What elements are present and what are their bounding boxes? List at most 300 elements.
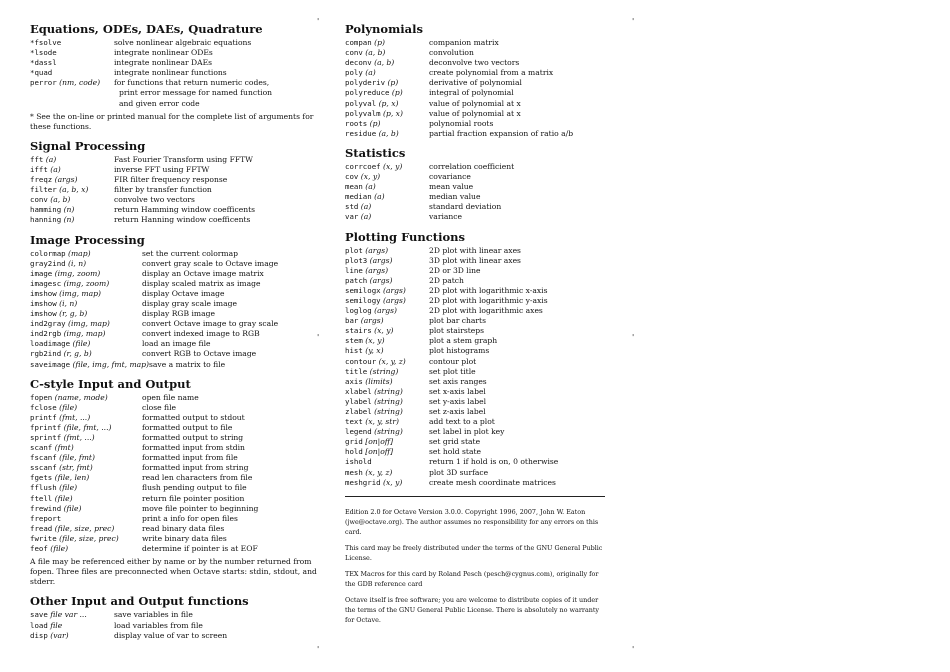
command-description: integral of polynomial — [429, 88, 514, 98]
command-row — [345, 246, 610, 256]
command-signature — [30, 453, 142, 463]
command-description: for functions that return numeric codes, — [114, 78, 270, 88]
command-args: (r, g, b) — [56, 309, 88, 319]
command-name: *dassl — [30, 58, 57, 68]
command-row — [345, 58, 610, 68]
command-name: loadimage — [30, 339, 71, 349]
command-args: (a) — [43, 154, 57, 164]
command-description: solve nonlinear algebraic equations — [114, 38, 252, 47]
command-args: (img, map) — [65, 319, 110, 329]
command-args: (a) — [358, 202, 372, 212]
command-row — [30, 155, 320, 165]
command-row — [30, 339, 320, 349]
command-args: (file, fmt, ...) — [61, 422, 112, 432]
command-name: grid — [345, 437, 363, 447]
command-row — [30, 473, 320, 483]
command-args: (p, x) — [376, 98, 399, 108]
command-row — [30, 463, 320, 473]
command-args: (file, img, fmt, map) — [70, 359, 149, 369]
command-row — [30, 631, 320, 641]
command-args: (a) — [362, 68, 376, 78]
command-description: 2D plot with logarithmic x-axis — [429, 285, 548, 295]
command-name: sprintf — [30, 433, 62, 442]
command-description: derivative of polynomial — [429, 78, 522, 88]
command-description: print a info for open files — [142, 513, 238, 523]
command-name: fopen — [30, 392, 53, 402]
command-description: load variables from file — [114, 620, 203, 630]
command-args: (a) — [362, 182, 376, 192]
command-name: roots — [345, 118, 368, 128]
command-signature — [345, 172, 429, 182]
command-description: set x-axis label — [429, 386, 486, 396]
command-signature — [345, 306, 429, 316]
footer-warranty: Octave itself is free software; you are welcome to distribute copies of it under the terms of the GNU General Public License. There is absolutely no warranty for Octave. — [345, 595, 600, 624]
command-row — [345, 326, 610, 336]
command-description: integrate nonlinear ODEs — [114, 48, 213, 58]
command-name: meshgrid — [345, 477, 381, 487]
command-args: (a, b) — [362, 48, 386, 58]
command-description: 2D plot with linear axes — [429, 245, 521, 255]
command-row — [30, 99, 320, 109]
command-row — [345, 266, 610, 276]
command-name: compan — [345, 38, 372, 47]
command-description: flush pending output to file — [142, 483, 247, 493]
command-name: line — [345, 265, 363, 275]
command-signature — [345, 246, 429, 256]
command-args: (string) — [367, 366, 399, 376]
footer-license: This card may be freely distributed under the terms of the GNU General Public License. — [345, 543, 603, 562]
command-row — [30, 68, 320, 78]
command-signature — [345, 447, 429, 457]
command-signature — [345, 88, 429, 98]
command-args: (i, n) — [56, 298, 78, 308]
command-description: formatted input from string — [142, 463, 249, 473]
command-args: (file) — [47, 544, 69, 554]
command-name: fclose — [30, 402, 57, 412]
command-name: ind2rgb — [30, 329, 62, 339]
command-signature — [345, 162, 429, 172]
command-description: move file pointer to beginning — [142, 503, 259, 513]
command-row — [30, 524, 320, 534]
command-row — [30, 453, 320, 463]
command-description: set hold state — [429, 447, 482, 457]
command-name: conv — [345, 48, 363, 58]
command-name: *fsolve — [30, 38, 62, 47]
command-row — [30, 319, 320, 329]
command-name: frewind — [30, 503, 62, 513]
command-name: ind2gray — [30, 319, 66, 329]
command-description: partial fraction expansion of ratio a/b — [429, 128, 574, 138]
command-args: (p) — [367, 118, 381, 128]
command-signature — [345, 417, 429, 427]
command-args: (name, mode) — [52, 392, 108, 402]
command-row — [30, 299, 320, 309]
right-column — [345, 22, 610, 631]
command-name: hamming — [30, 205, 62, 215]
command-args: (n) — [61, 215, 75, 225]
command-name: freport — [30, 513, 62, 523]
command-name: saveimage — [30, 359, 71, 369]
command-args: (i, n) — [65, 258, 87, 268]
command-name: fprintf — [30, 422, 62, 432]
command-name: bar — [345, 316, 359, 326]
command-name: axis — [345, 376, 363, 386]
command-args: (args) — [371, 306, 397, 316]
command-description: deconvolve two vectors — [429, 58, 520, 68]
command-row — [30, 403, 320, 413]
command-row — [345, 119, 610, 129]
command-args: (file, len) — [52, 473, 90, 483]
command-description: return Hanning window coefficents — [114, 215, 251, 225]
command-signature — [30, 403, 142, 413]
command-signature — [30, 259, 142, 269]
command-name: freqz — [30, 175, 53, 185]
command-signature — [30, 360, 149, 370]
command-args: (img, zoom) — [61, 278, 110, 288]
command-row — [30, 175, 320, 185]
command-name: hanning — [30, 215, 62, 225]
command-name: fflush — [30, 483, 57, 493]
command-signature — [30, 175, 114, 185]
command-signature — [345, 457, 429, 467]
command-args: (fmt) — [52, 443, 74, 453]
command-row — [345, 387, 610, 397]
command-row — [30, 621, 320, 631]
command-args: (a, b) — [371, 58, 395, 68]
command-row — [30, 279, 320, 289]
command-description: create mesh coordinate matrices — [429, 477, 556, 487]
command-row — [345, 88, 610, 98]
command-args: (string) — [371, 407, 403, 416]
command-description: display RGB image — [142, 309, 215, 319]
command-row — [30, 504, 320, 514]
command-description: return 1 if hold is on, 0 otherwise — [429, 457, 559, 467]
command-args: (args) — [52, 175, 78, 185]
right-sections — [345, 22, 610, 488]
command-name: semilogx — [345, 285, 381, 295]
command-signature — [345, 397, 429, 407]
command-name: ftell — [30, 493, 53, 503]
command-row — [30, 610, 320, 620]
command-name: save — [30, 610, 48, 620]
command-description: set grid state — [429, 437, 481, 447]
command-row — [30, 483, 320, 493]
command-row — [345, 78, 610, 88]
command-args: (a) — [371, 192, 385, 202]
command-name: semilogy — [345, 295, 381, 305]
footer-tex-credit: TEX Macros for this card by Roland Pesch (pesch@cygnus.com), originally for the GDB reference card — [345, 569, 599, 588]
command-signature — [345, 468, 429, 478]
command-signature — [345, 377, 429, 387]
command-signature — [30, 473, 142, 483]
command-name: ylabel — [345, 396, 372, 406]
command-signature — [345, 256, 429, 266]
command-description: value of polynomial at x — [429, 98, 521, 108]
command-name: text — [345, 417, 363, 427]
command-row — [345, 447, 610, 457]
section-title: Signal Processing — [30, 138, 146, 153]
command-signature — [30, 249, 142, 259]
command-description: open file name — [142, 392, 199, 402]
command-args: (args) — [380, 285, 406, 295]
command-row — [30, 423, 320, 433]
command-description: save variables in file — [114, 610, 193, 620]
command-name: title — [345, 366, 368, 376]
command-signature — [30, 165, 114, 175]
command-description: FIR filter frequency response — [114, 175, 228, 185]
command-args: (file, size, prec) — [52, 523, 115, 533]
command-signature — [30, 289, 142, 299]
command-description: integrate nonlinear functions — [114, 68, 227, 78]
command-name: stem — [345, 336, 363, 346]
command-row — [345, 367, 610, 377]
command-signature — [345, 478, 429, 488]
section — [345, 22, 610, 139]
command-description: plot stairsteps — [429, 326, 485, 336]
command-description: set label in plot key — [429, 427, 505, 437]
command-name: fread — [30, 523, 53, 533]
command-args: (img, zoom) — [52, 268, 101, 278]
command-args: (a) — [358, 212, 372, 222]
command-description: set plot title — [429, 366, 476, 376]
command-row — [345, 407, 610, 417]
command-args: (nm, code) — [56, 78, 101, 88]
section-note: A file may be referenced either by name or by the number returned from fopen. Three files are preconnected when Octave starts: stdin, stdout, and stderr. — [30, 557, 317, 587]
command-description: display scaled matrix as image — [142, 278, 261, 288]
command-args: file — [47, 620, 63, 630]
command-signature — [345, 266, 429, 276]
command-signature — [345, 38, 429, 48]
command-description: 2D patch — [429, 275, 464, 285]
command-description: save a matrix to file — [149, 359, 226, 369]
command-signature — [30, 433, 142, 443]
command-name: polyreduce — [345, 88, 390, 98]
command-description: plot histograms — [429, 346, 490, 356]
command-row — [30, 38, 320, 48]
command-description: determine if pointer is at EOF — [142, 544, 258, 554]
command-signature — [345, 182, 429, 192]
command-signature — [30, 610, 114, 620]
command-row — [30, 88, 320, 98]
command-row — [30, 360, 320, 370]
command-row — [345, 336, 610, 346]
command-name: imshow — [30, 298, 57, 308]
command-description: set y-axis label — [429, 396, 487, 406]
command-row — [345, 109, 610, 119]
command-args: (args) — [367, 275, 393, 285]
command-signature — [345, 212, 429, 222]
command-signature — [345, 119, 429, 129]
command-description: add text to a plot — [429, 417, 495, 427]
command-signature — [345, 296, 429, 306]
command-description: load an image file — [142, 339, 211, 349]
command-args: (x, y, str) — [362, 417, 399, 427]
command-signature — [345, 78, 429, 88]
command-row — [30, 249, 320, 259]
command-description: display value of var to screen — [114, 630, 228, 640]
command-name: legend — [345, 427, 372, 437]
command-description: convert RGB to Octave image — [142, 349, 257, 359]
command-args: (args) — [358, 316, 384, 326]
command-args: (x, y) — [380, 161, 403, 171]
section — [30, 22, 320, 132]
command-args: file var ... — [47, 610, 87, 620]
command-row — [30, 48, 320, 58]
command-row — [30, 443, 320, 453]
command-row — [345, 377, 610, 387]
command-row — [30, 413, 320, 423]
command-row — [345, 129, 610, 139]
command-row — [345, 427, 610, 437]
command-description: value of polynomial at x — [429, 108, 521, 118]
section-title: Plotting Functions — [345, 229, 465, 244]
command-description: 2D plot with logarithmic axes — [429, 306, 543, 316]
section — [30, 377, 320, 588]
command-args: (r, g, b) — [61, 349, 92, 359]
command-row — [345, 286, 610, 296]
command-description: read len characters from file — [142, 473, 253, 483]
command-row — [345, 478, 610, 488]
command-args: (a, b) — [376, 128, 399, 138]
command-signature — [345, 387, 429, 397]
command-name: *quad — [30, 68, 53, 78]
command-description: median value — [429, 192, 481, 202]
command-description: write binary data files — [142, 533, 227, 543]
command-name: gray2ind — [30, 258, 66, 268]
command-row — [30, 309, 320, 319]
command-signature — [345, 367, 429, 377]
command-args: (y, x) — [362, 346, 384, 356]
command-row — [345, 212, 610, 222]
command-signature — [345, 68, 429, 78]
command-name: contour — [345, 356, 377, 366]
command-signature — [30, 443, 142, 453]
command-signature — [345, 192, 429, 202]
command-signature — [345, 48, 429, 58]
command-description: display an Octave image matrix — [142, 268, 264, 278]
command-name: printf — [30, 412, 57, 422]
command-row — [30, 393, 320, 403]
section — [30, 139, 320, 226]
command-args: (file) — [70, 339, 91, 349]
command-signature — [30, 78, 114, 88]
command-args: (img, map) — [56, 288, 101, 298]
command-description-continued: print error message for named function — [119, 88, 273, 98]
command-args: (limits) — [362, 376, 393, 386]
command-row — [30, 269, 320, 279]
command-signature — [30, 483, 142, 493]
command-signature — [30, 349, 142, 359]
command-name: cov — [345, 172, 359, 182]
command-args: (str, fmt) — [56, 463, 93, 473]
command-name: fscanf — [30, 453, 57, 463]
command-args: (var) — [47, 630, 69, 640]
command-description: 3D plot with linear axes — [429, 255, 521, 265]
command-row — [345, 38, 610, 48]
command-row — [30, 165, 320, 175]
command-description: set z-axis label — [429, 407, 486, 416]
command-name: image — [30, 268, 53, 278]
command-row — [30, 259, 320, 269]
command-signature — [345, 326, 429, 336]
command-description: correlation coefficient — [429, 161, 515, 171]
command-row — [345, 468, 610, 478]
command-name: xlabel — [345, 386, 372, 396]
command-name: var — [345, 212, 359, 222]
crop-mark: ' — [317, 333, 320, 342]
command-description: formatted input from stdin — [142, 443, 245, 453]
command-description: integrate nonlinear DAEs — [114, 58, 213, 68]
section — [30, 594, 320, 640]
command-description: plot bar charts — [429, 316, 487, 326]
command-description: polynomial roots — [429, 118, 494, 128]
command-row — [30, 534, 320, 544]
command-signature — [30, 463, 142, 473]
command-signature — [30, 299, 142, 309]
command-name: imshow — [30, 288, 57, 298]
command-name: std — [345, 202, 359, 212]
command-description: display gray scale image — [142, 298, 237, 308]
command-signature — [345, 286, 429, 296]
command-name: polyval — [345, 98, 377, 108]
command-args: (x, y) — [371, 326, 394, 336]
command-description: Fast Fourier Transform using FFTW — [114, 154, 253, 164]
command-name: ifft — [30, 164, 48, 174]
section-title: Equations, ODEs, DAEs, Quadrature — [30, 22, 263, 36]
command-row — [345, 357, 610, 367]
command-args: (fmt, ...) — [56, 412, 91, 422]
command-row — [30, 329, 320, 339]
section — [345, 146, 610, 223]
command-signature — [345, 58, 429, 68]
crop-mark: ' — [317, 17, 320, 26]
command-args: (n) — [61, 205, 75, 215]
section — [30, 233, 320, 370]
command-name: plot3 — [345, 255, 368, 265]
command-signature — [345, 407, 429, 417]
command-args: (img, map) — [61, 329, 106, 339]
footer-rule — [345, 496, 605, 497]
command-row — [345, 202, 610, 212]
crop-mark: ' — [317, 645, 320, 654]
command-description: 2D plot with logarithmic y-axis — [429, 295, 548, 305]
command-args: (x, y) — [380, 477, 403, 487]
command-args: (file, fmt) — [56, 453, 95, 463]
command-args: (file, size, prec) — [56, 533, 119, 543]
command-description: return file pointer position — [142, 493, 245, 503]
command-row — [345, 192, 610, 202]
command-description-continued: and given error code — [119, 98, 200, 108]
command-signature — [30, 631, 114, 641]
command-name: perror — [30, 78, 57, 88]
command-args: (fmt, ...) — [61, 433, 95, 442]
command-signature — [30, 319, 142, 329]
command-args: (args) — [367, 255, 393, 265]
section-title: C-style Input and Output — [30, 376, 191, 391]
command-signature — [30, 423, 142, 433]
command-signature — [30, 504, 142, 514]
command-signature — [30, 621, 114, 631]
command-description: formatted output to string — [142, 433, 244, 442]
command-signature — [30, 279, 142, 289]
command-signature — [30, 215, 114, 225]
command-args: (args) — [362, 245, 389, 255]
command-name: mean — [345, 182, 363, 192]
command-row — [345, 48, 610, 58]
command-args: (file) — [52, 493, 73, 503]
section-title: Statistics — [345, 145, 406, 160]
command-row — [30, 349, 320, 359]
